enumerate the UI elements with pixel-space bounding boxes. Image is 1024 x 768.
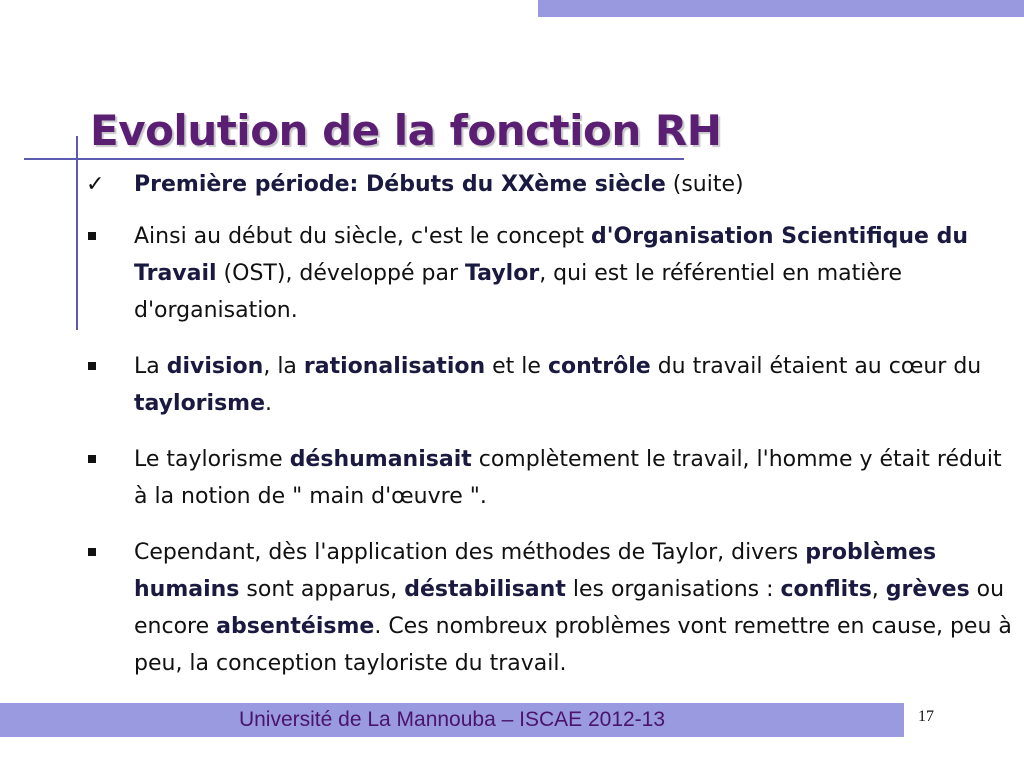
checkmark-icon: ✓ bbox=[86, 172, 105, 197]
square-bullet-icon bbox=[88, 455, 96, 463]
text-run: (OST), développé par bbox=[216, 261, 465, 286]
footer-text: Université de La Mannouba – ISCAE 2012-13 bbox=[238, 708, 666, 731]
bullet-item bbox=[86, 441, 1016, 515]
bold-term: conflits bbox=[780, 577, 872, 602]
bullet-text bbox=[134, 354, 981, 416]
text-run: Le taylorisme bbox=[134, 447, 290, 472]
text-run: . bbox=[265, 391, 273, 416]
text-run: complètement le travail, l'homme y était réduit à la notion de " main d'œuvre ". bbox=[134, 447, 1002, 509]
text-run: sont apparus, bbox=[239, 577, 405, 602]
bold-term: Taylor bbox=[465, 261, 540, 286]
vertical-decor-line bbox=[76, 136, 78, 330]
bullet-list bbox=[86, 218, 1016, 682]
text-run: ou encore bbox=[134, 577, 1005, 639]
text-run: Cependant, dès l'application des méthodes de Taylor, divers bbox=[134, 540, 806, 565]
square-bullet-icon bbox=[88, 362, 96, 370]
bold-term: problèmes humains bbox=[134, 540, 937, 602]
bullet-text bbox=[134, 540, 1012, 676]
bullet-item bbox=[86, 534, 1016, 682]
square-bullet-icon bbox=[88, 232, 96, 240]
bold-term: contrôle bbox=[547, 354, 651, 379]
bold-term: déstabilisant bbox=[404, 577, 566, 602]
text-run: et le bbox=[485, 354, 548, 379]
bold-term: absentéisme bbox=[216, 614, 375, 639]
text-run: . Ces nombreux problèmes vont remettre en cause, peu à peu, la conception tayloriste du travail. bbox=[134, 614, 1012, 676]
text-run: , bbox=[871, 577, 886, 602]
text-run: , qui est le référentiel en matière d'organisation. bbox=[134, 261, 902, 323]
period-heading-item bbox=[86, 166, 1016, 203]
bold-term: rationalisation bbox=[303, 354, 486, 379]
bold-term: division bbox=[166, 354, 264, 379]
period-heading: Première période: Débuts du XXème siècle (suite) bbox=[134, 172, 744, 197]
horizontal-decor-line bbox=[24, 158, 684, 160]
bold-term: taylorisme bbox=[134, 391, 266, 416]
bold-term: grèves bbox=[885, 577, 970, 602]
page-number: 17 bbox=[918, 708, 934, 725]
bullet-item bbox=[86, 218, 1016, 329]
text-run: La bbox=[134, 354, 167, 379]
bold-term: déshumanisait bbox=[289, 447, 472, 472]
text-run: du travail étaient au cœur du bbox=[650, 354, 982, 379]
slide-content bbox=[86, 166, 1016, 682]
bold-term: d'Organisation Scientifique du Travail bbox=[134, 224, 969, 286]
bullet-text bbox=[134, 224, 968, 323]
square-bullet-icon bbox=[88, 548, 96, 556]
text-run: les organisations : bbox=[565, 577, 781, 602]
slide-title: Evolution de la fonction RH bbox=[90, 106, 722, 155]
text-run: , la bbox=[263, 354, 304, 379]
bullet-item bbox=[86, 348, 1016, 422]
top-accent-bar bbox=[538, 0, 1024, 17]
bullet-text bbox=[134, 447, 1002, 509]
text-run: Ainsi au début du siècle, c'est le concept bbox=[134, 224, 591, 249]
